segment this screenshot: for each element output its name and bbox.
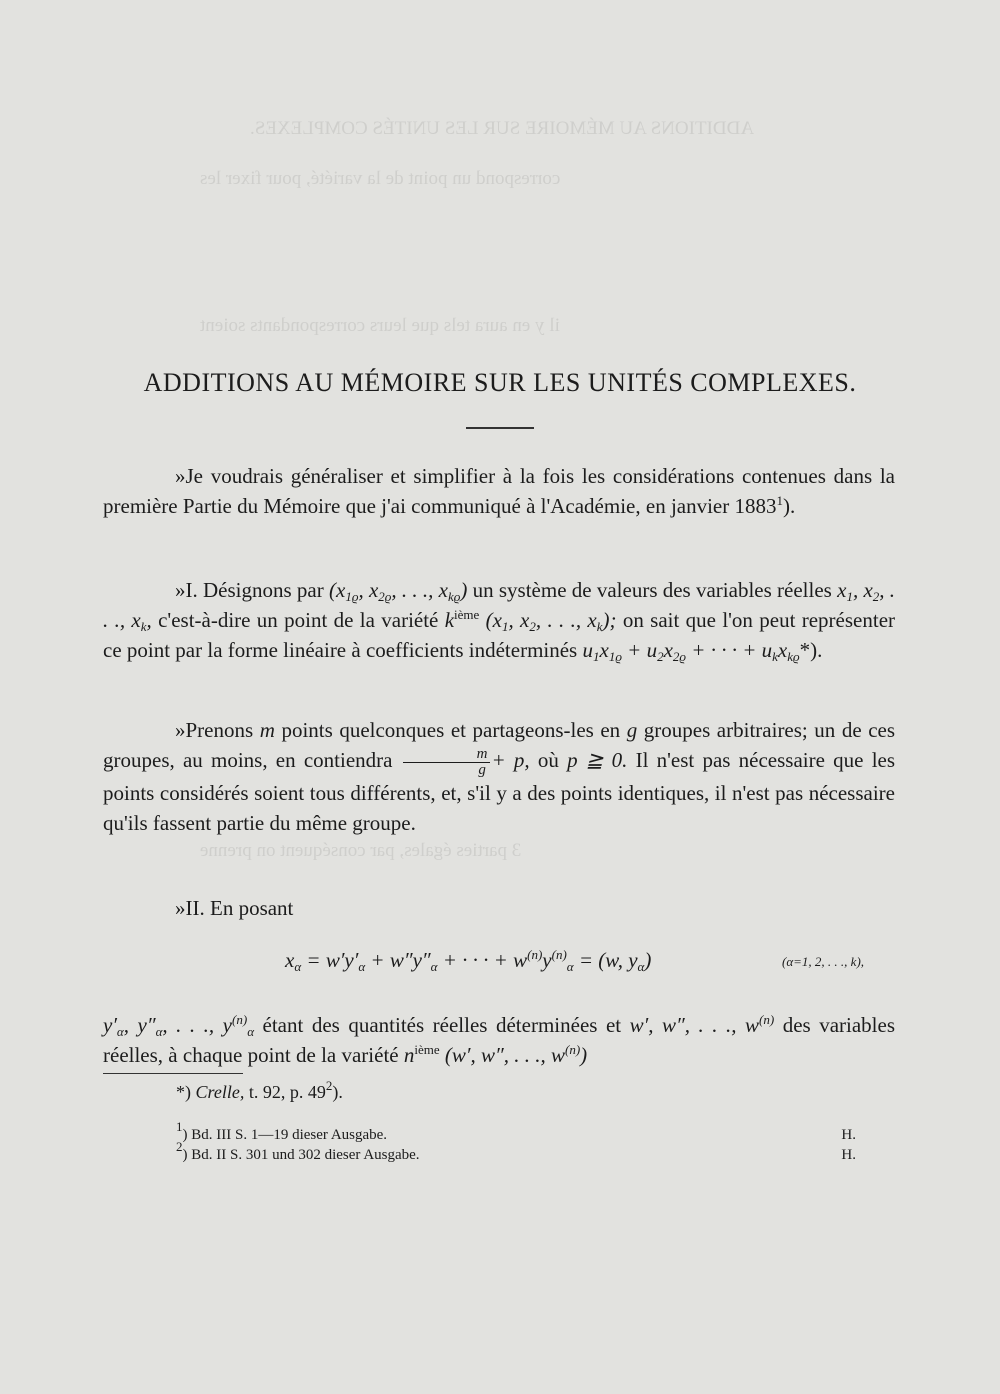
- paragraph-continuation: [103, 1010, 895, 1070]
- superscript-ieme: ième: [414, 1042, 440, 1057]
- groups-text-a: »Prenons: [175, 718, 254, 742]
- math-linear-form: $u_1x_{1ϱ} + u_2x_{2ϱ}$ + · · · + $u_kx_{kϱ}$: [582, 638, 800, 664]
- section-1-text-2: c'est-à-dire un point de la variété: [158, 608, 439, 632]
- bleed-through-artifact: 3 parties égales, par conséquent on prenne: [200, 840, 522, 861]
- groups-text-b: points quelconques et partageons-les en: [281, 718, 621, 742]
- math-y-list: $y'_\alpha$, $y''_\alpha$, . . ., $y^{(n)}_\alpha$: [103, 1012, 255, 1039]
- footnote-star-ref: *).: [799, 638, 823, 662]
- math-point-tuple: ($x_{1ϱ}$, $x_{2ϱ}$, . . ., $x_{kϱ}$): [329, 578, 468, 604]
- math-fraction-m-over-g: $\frac{m}{g}$: [403, 747, 490, 778]
- math-w-list: w′, w″, . . ., $w^{(n)}$: [629, 1012, 775, 1037]
- math-variety-tuple: ($x_1$, $x_2$, . . ., $x_k$);: [485, 608, 617, 634]
- bleed-through-artifact: ADDITIONS AU MÉMOIRE SUR LES UNITÉS COMPLEXES.: [250, 118, 755, 139]
- footnote-ref: 1: [776, 493, 783, 508]
- footnote-end: ).: [332, 1082, 343, 1102]
- math-m: m: [259, 718, 275, 742]
- editor-note-mark: 2: [176, 1139, 183, 1154]
- editor-note: $^1$) Bd. III S. 1—19 dieser Ausgabe. H.: [176, 1119, 856, 1143]
- math-w-tuple: (w′, w″, . . ., $w^{(n)}$): [444, 1042, 588, 1067]
- paragraph-groups: [103, 715, 895, 838]
- editor-note-text: Bd. III S. 1—19 dieser Ausgabe.: [191, 1127, 388, 1143]
- paragraph-intro: [103, 461, 895, 521]
- continuation-text-b: des variables réelles, à chaque point de la variété: [103, 1013, 896, 1067]
- display-equation: $x_\alpha = w'y'_\alpha + w''y''_\alpha$ + · · · + $w^{(n)}y^{(n)}_\alpha = (w$, $y_\alpha$): [285, 947, 652, 974]
- footnote-star-mark: *): [176, 1082, 191, 1102]
- editor-note-mark: 1: [176, 1119, 183, 1134]
- editor-note: $^2$) Bd. II S. 301 und 302 dieser Ausgabe. H.: [176, 1139, 856, 1163]
- bleed-through-artifact: correspond un point de la variété, pour fixer les: [200, 168, 561, 189]
- section-1-lead: »I. Désignons par: [175, 578, 324, 602]
- footnote-rule: [103, 1073, 243, 1074]
- paragraph-section-2: »II. En posant: [175, 896, 294, 920]
- superscript-ieme: ième: [454, 607, 480, 622]
- section-1-text-3: on sait que l'on peut représenter ce point par la forme linéaire à coefficients indéterminés: [103, 608, 896, 662]
- math-variables: $x_1$, $x_2$, . . ., $x_k$,: [103, 578, 896, 634]
- editor-signature: H.: [841, 1127, 856, 1143]
- title-rule: [466, 427, 534, 429]
- groups-text-e: Il n'est pas nécessaire que les points considérés soient tous différents, et, s'il y a des points identiques, il n'est pas nécessaire qu'ils fassent partie du même groupe.: [103, 748, 896, 835]
- paragraph-intro-text: »Je voudrais généraliser et simplifier à la fois les considérations contenues dans la première Partie du Mémoire que j'ai communiqué à l'Académie, en janvier 1883: [103, 464, 895, 518]
- continuation-text-a: étant des quantités réelles déterminées et: [262, 1013, 622, 1037]
- paragraph-intro-end: ).: [783, 494, 796, 518]
- equation-condition: (α=1, 2, . . ., k),: [782, 954, 865, 969]
- groups-text-d: où: [537, 748, 559, 772]
- editor-signature: H.: [841, 1147, 856, 1163]
- editor-note-text: Bd. II S. 301 und 302 dieser Ausgabe.: [191, 1147, 420, 1163]
- footnote-citation: t. 92, p. 49: [248, 1082, 326, 1102]
- footnote-star: [176, 1078, 343, 1103]
- groups-text-c: groupes arbitraires; un de ces groupes, au moins, en contiendra: [103, 718, 896, 772]
- footnote-journal: Crelle,: [195, 1082, 245, 1102]
- article-title: ADDITIONS AU MÉMOIRE SUR LES UNITÉS COMPLEXES.: [143, 368, 857, 397]
- math-n: n: [403, 1043, 415, 1067]
- math-g: g: [626, 718, 638, 742]
- paragraph-section-1: [103, 575, 895, 665]
- section-1-text-1: un système de valeurs des variables réelles: [472, 578, 832, 602]
- math-plus-p: + p,: [491, 748, 530, 772]
- math-p-geq-zero: p ≧ 0.: [567, 748, 628, 772]
- footnote-ref: 2: [325, 1078, 333, 1093]
- math-k: k: [444, 608, 455, 632]
- bleed-through-artifact: il y en aura tels que leurs correspondants soient: [200, 315, 560, 336]
